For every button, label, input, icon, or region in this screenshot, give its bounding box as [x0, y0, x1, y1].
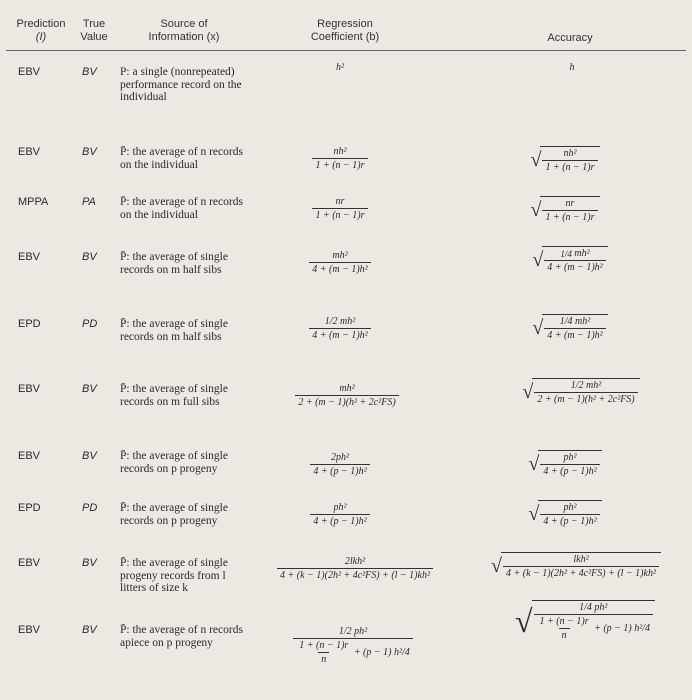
row4-source: P̄: the average of single records on m half sibs — [120, 251, 228, 276]
header-prediction: Prediction (I) — [16, 18, 66, 43]
header-rule — [6, 50, 686, 51]
row6-accuracy: √ $\frac{\text{1/2 mh²}}{\text{2 + (m − 1)(h² + 2c²FS)}}$ — [486, 378, 676, 405]
row7-source: P̄: the average of single records on p progeny — [120, 450, 228, 475]
row4-true-value: BV — [82, 251, 97, 263]
row9-prediction: EBV — [18, 557, 41, 569]
row6-true-value: BV — [82, 383, 97, 395]
row8-coefficient: $\frac{\text{ph²}}{\text{4 + (p − 1)h²}}$ — [280, 502, 400, 527]
row5-true-value: PD — [82, 318, 98, 330]
header-regression: Regression Coefficient (b) — [310, 18, 380, 43]
row2-accuracy: √ $\frac{\text{nh²}}{1 + (n - 1)r}$ — [500, 146, 630, 173]
row5-accuracy: √ $\frac{\text{1/4 mh²}}{\text{4 + (m − 1)h²}}$ — [500, 314, 640, 341]
row3-coefficient: $\frac{nr}{1 + (n - 1)r}$ — [280, 196, 400, 221]
row10-accuracy: √ 1/4 ph² $\frac{1 + (n - 1)r}{n}$ + (p − 1) h²/4 — [490, 600, 680, 641]
row3-true-value: PA — [82, 196, 96, 208]
row2-true-value: BV — [82, 146, 97, 158]
row2-source: P̄: the average of n records on the individual — [120, 146, 243, 171]
row2-coefficient: $\frac{\text{nh²}}{1 + (n - 1)r}$ — [280, 146, 400, 171]
row9-coefficient: $\frac{\text{2lkh²}}{\text{4 + (k − 1)(2h² + 4c²FS) + (l − 1)kh²}}$ — [248, 556, 462, 581]
row10-source: P̄: the average of n records apiece on p progeny — [120, 624, 243, 649]
row2-prediction: EBV — [18, 146, 41, 158]
row6-prediction: EBV — [18, 383, 41, 395]
row4-accuracy: √ 1/4 mh² 4 + (m − 1)h² — [500, 246, 640, 273]
header-source: Source of Information (x) — [148, 18, 220, 43]
row3-prediction: MPPA — [18, 196, 49, 208]
row3-accuracy: √ $\frac{nr}{1 + (n - 1)r}$ — [500, 196, 630, 223]
row1-source: P: a single (nonrepeated) performance record on the individual — [120, 66, 242, 103]
row8-true-value: PD — [82, 502, 98, 514]
row8-accuracy: √ $\frac{\text{ph²}}{\text{4 + (p − 1)h²}}$ — [500, 500, 630, 527]
header-accuracy: Accuracy — [547, 32, 593, 44]
row5-prediction: EPD — [18, 318, 41, 330]
row6-coefficient: $\frac{\text{mh²}}{\text{2 + (m − 1)(h² + 2c²FS)}}$ — [262, 383, 432, 408]
row8-prediction: EPD — [18, 502, 41, 514]
row7-coefficient: $\frac{\text{2ph²}}{\text{4 + (p − 1)h²}}$ — [280, 452, 400, 477]
row1-accuracy: h — [569, 62, 575, 73]
row10-prediction: EBV — [18, 624, 41, 636]
row9-true-value: BV — [82, 557, 97, 569]
row10-true-value: BV — [82, 624, 97, 636]
row9-source: P̄: the average of single progeny records from l litters of size k — [120, 557, 228, 594]
row8-source: P̄: the average of single records on p progeny — [120, 502, 228, 527]
row4-prediction: EBV — [18, 251, 41, 263]
row5-source: P̄: the average of single records on m half sibs — [120, 318, 228, 343]
row1-coefficient: h² — [336, 62, 344, 73]
row10-coefficient: 1/2 ph² $\frac{1 + (n - 1)r}{n}$ + (p − 1) h²/4 — [268, 626, 438, 665]
header-true-value: True Value — [80, 18, 108, 43]
row7-true-value: BV — [82, 450, 97, 462]
row7-prediction: EBV — [18, 450, 41, 462]
row1-prediction: EBV — [18, 66, 41, 78]
row1-true-value: BV — [82, 66, 97, 78]
row6-source: P̄: the average of single records on m full sibs — [120, 383, 228, 408]
row3-source: P̄: the average of n records on the individual — [120, 196, 243, 221]
row4-coefficient: $\frac{\text{mh²}}{\text{4 + (m − 1)h²}}$ — [280, 250, 400, 275]
row9-accuracy: √ $\frac{\text{lkh²}}{\text{4 + (k − 1)(2h² + 4c²FS) + (l − 1)kh²}}$ — [464, 552, 688, 579]
row5-coefficient: $\frac{\text{1/2 mh²}}{\text{4 + (m − 1)h²}}$ — [280, 316, 400, 341]
row7-accuracy: √ $\frac{\text{ph²}}{\text{4 + (p − 1)h²}}$ — [500, 450, 630, 477]
